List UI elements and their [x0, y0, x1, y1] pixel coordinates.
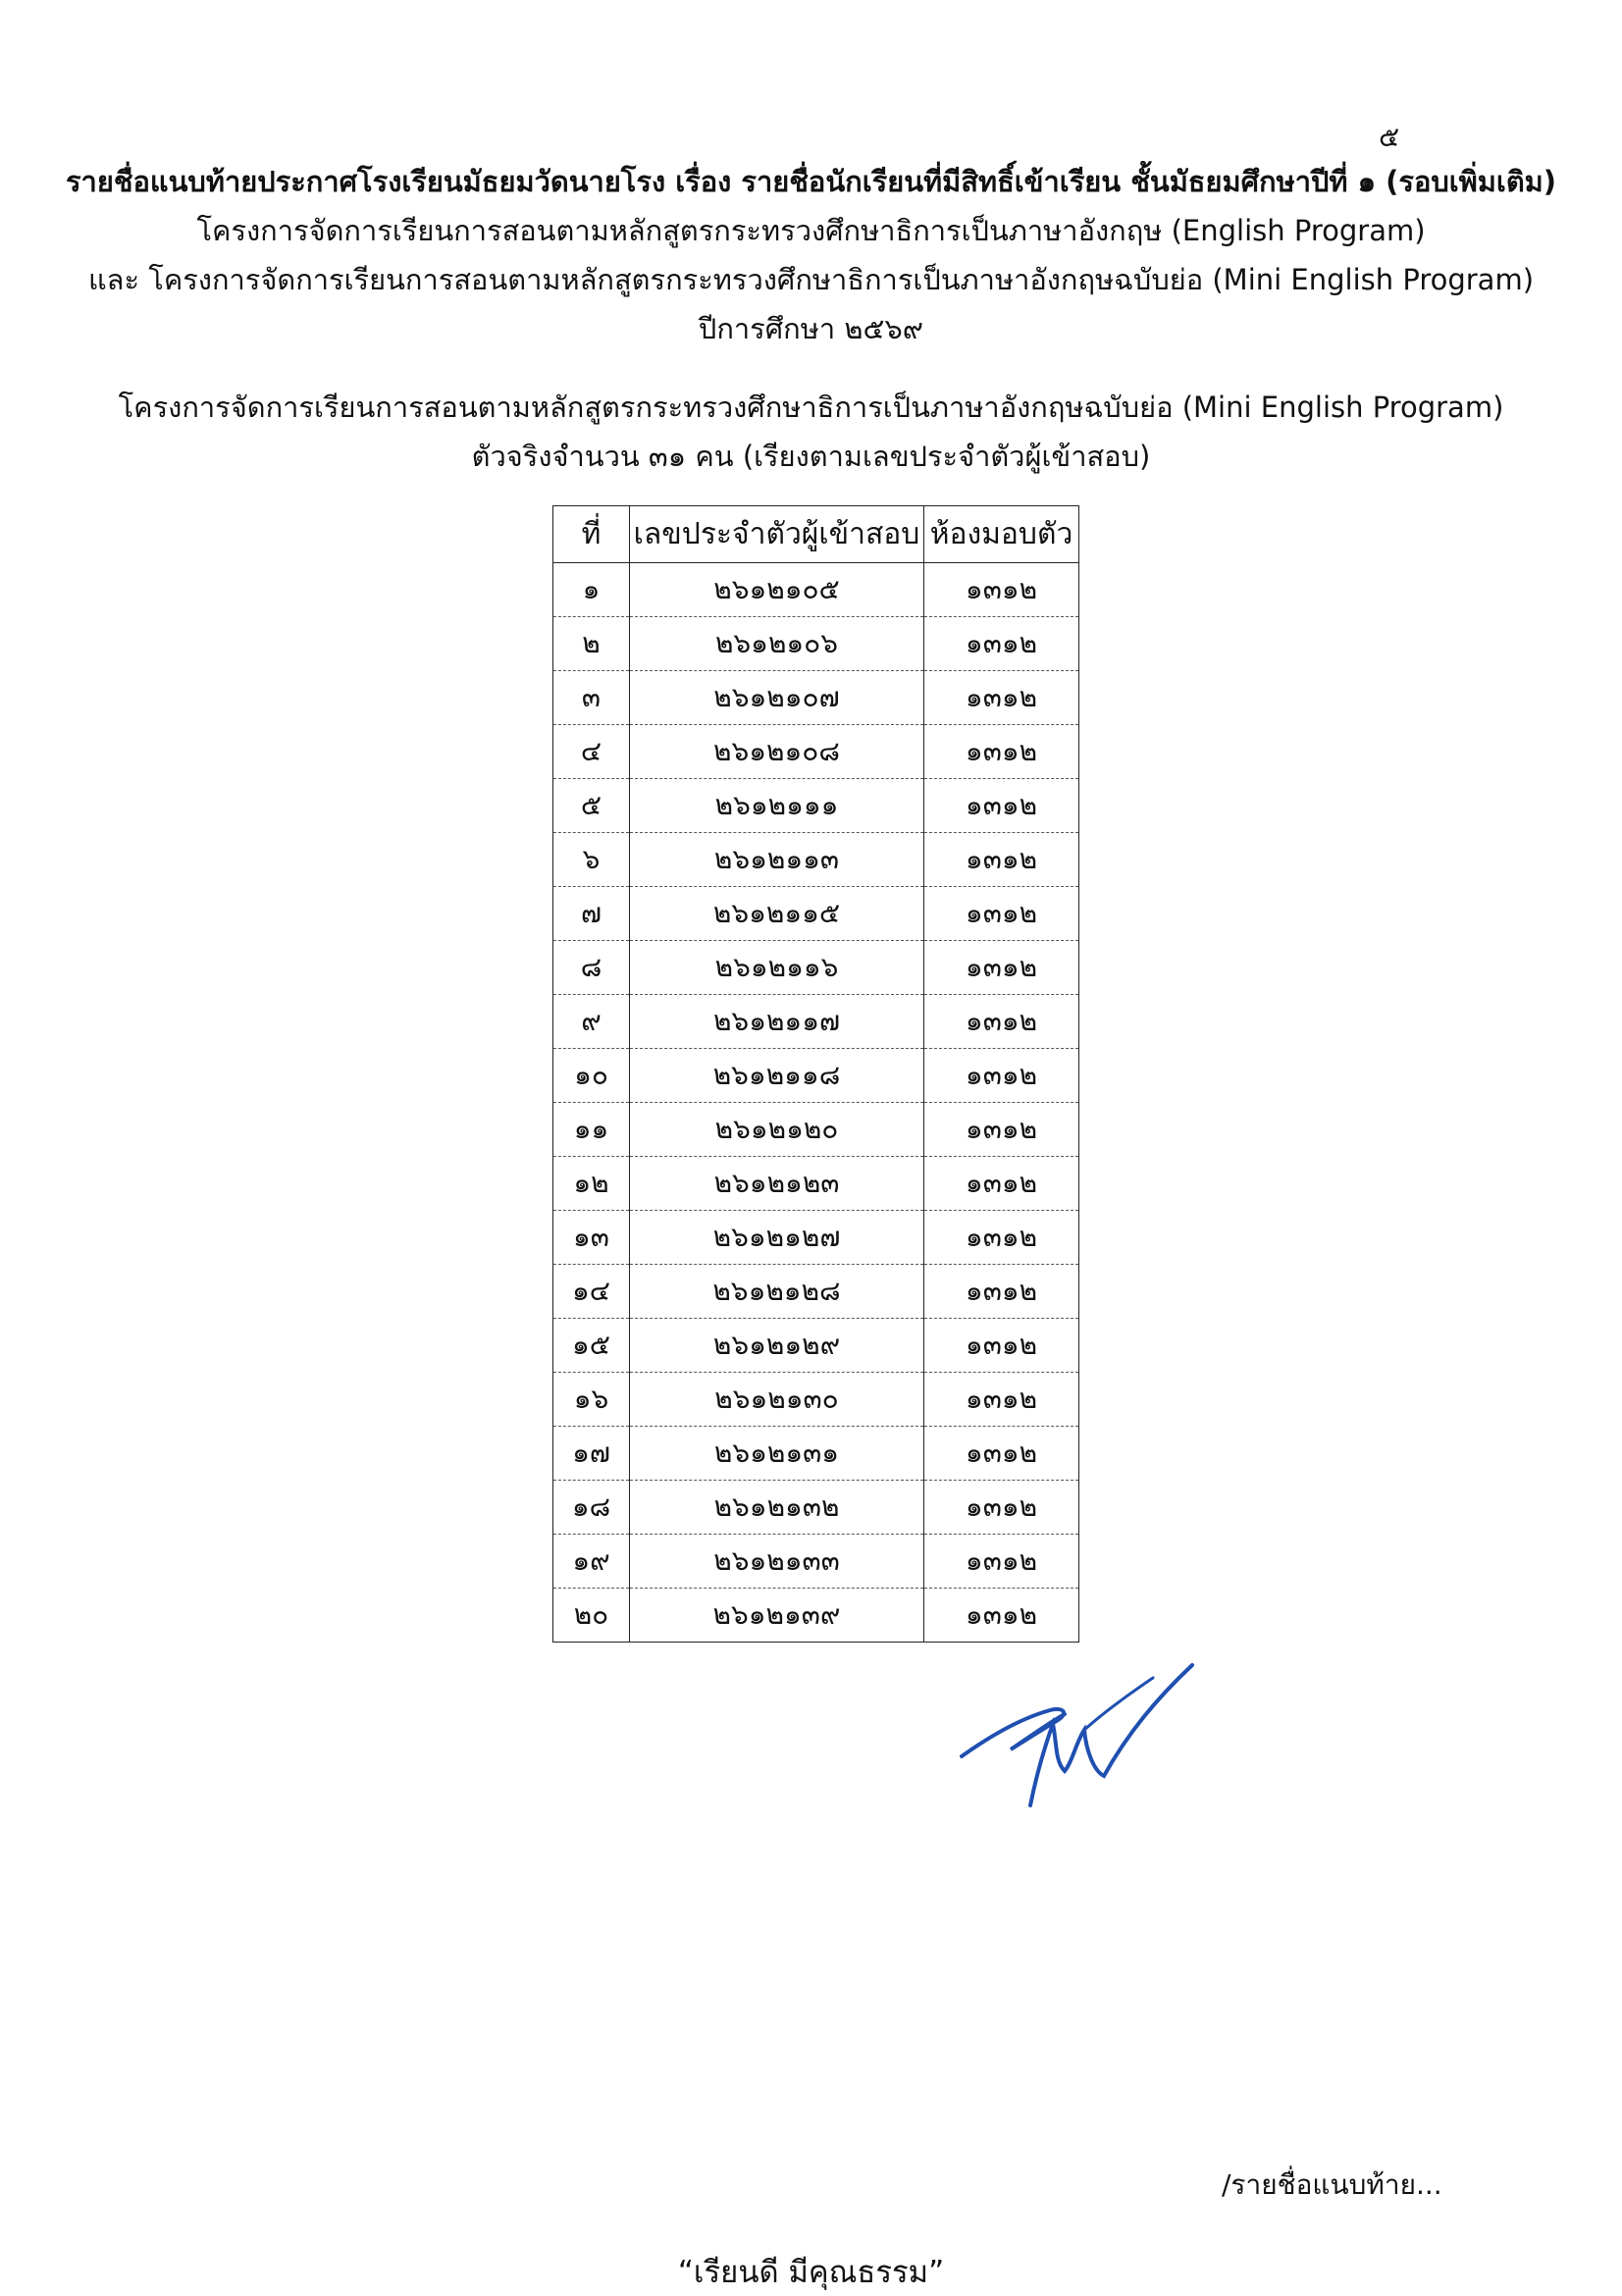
table-row: [553, 779, 1079, 833]
section-header: [0, 383, 1622, 481]
table-row: [553, 887, 1079, 941]
cell-exam-id: ๒๖๑๒๑๑๑: [630, 779, 924, 833]
cell-row-number: ๑๔: [553, 1265, 630, 1319]
table-row: [553, 1481, 1079, 1535]
cell-room: ๑๓๑๒: [924, 1157, 1079, 1211]
page-number: ๕: [1379, 121, 1400, 153]
cell-room: ๑๓๑๒: [924, 887, 1079, 941]
table-row: [553, 1211, 1079, 1265]
table-row: [553, 941, 1079, 995]
continuation-note: /รายชื่อแนบท้าย...: [1222, 2168, 1442, 2201]
cell-row-number: ๙: [553, 995, 630, 1049]
table-row: [553, 671, 1079, 725]
cell-room: ๑๓๑๒: [924, 833, 1079, 887]
table-row: [553, 1157, 1079, 1211]
cell-row-number: ๑๑: [553, 1103, 630, 1157]
cell-room: ๑๓๑๒: [924, 995, 1079, 1049]
academic-year: ปีการศึกษา ๒๕๖๙: [698, 312, 924, 345]
cell-exam-id: ๒๖๑๒๑๐๕: [630, 563, 924, 617]
cell-exam-id: ๒๖๑๒๑๓๓: [630, 1535, 924, 1589]
cell-row-number: ๑๕: [553, 1319, 630, 1373]
program-line-english: โครงการจัดการเรียนการสอนตามหลักสูตรกระทรวงศึกษาธิการเป็นภาษาอังกฤษ (English Program): [196, 214, 1426, 247]
column-header-room: ห้องมอบตัว: [924, 506, 1079, 563]
cell-exam-id: ๒๖๑๒๑๓๑: [630, 1427, 924, 1481]
table-row: [553, 1535, 1079, 1589]
table-row: [553, 1103, 1079, 1157]
cell-room: ๑๓๑๒: [924, 941, 1079, 995]
cell-row-number: ๘: [553, 941, 630, 995]
cell-exam-id: ๒๖๑๒๑๒๗: [630, 1211, 924, 1265]
cell-exam-id: ๒๖๑๒๑๒๐: [630, 1103, 924, 1157]
table-row: [553, 1049, 1079, 1103]
cell-row-number: ๒: [553, 617, 630, 671]
signature-image: [957, 1624, 1202, 1820]
student-roster-table: [552, 505, 1079, 1643]
cell-exam-id: ๒๖๑๒๑๐๗: [630, 671, 924, 725]
cell-room: ๑๓๑๒: [924, 1481, 1079, 1535]
table-row: [553, 617, 1079, 671]
cell-row-number: ๕: [553, 779, 630, 833]
table-row: [553, 1373, 1079, 1427]
table-row: [553, 1427, 1079, 1481]
cell-row-number: ๑๖: [553, 1373, 630, 1427]
cell-exam-id: ๒๖๑๒๑๒๓: [630, 1157, 924, 1211]
cell-room: ๑๓๑๒: [924, 617, 1079, 671]
cell-room: ๑๓๑๒: [924, 725, 1079, 779]
cell-room: ๑๓๑๒: [924, 779, 1079, 833]
cell-row-number: ๑: [553, 563, 630, 617]
cell-row-number: ๓: [553, 671, 630, 725]
cell-row-number: ๑๐: [553, 1049, 630, 1103]
cell-row-number: ๗: [553, 887, 630, 941]
cell-room: ๑๓๑๒: [924, 1319, 1079, 1373]
cell-row-number: ๖: [553, 833, 630, 887]
cell-room: ๑๓๑๒: [924, 563, 1079, 617]
table-row: [553, 725, 1079, 779]
cell-row-number: ๑๓: [553, 1211, 630, 1265]
table-row: [553, 1265, 1079, 1319]
cell-exam-id: ๒๖๑๒๑๒๘: [630, 1265, 924, 1319]
cell-exam-id: ๒๖๑๒๑๑๕: [630, 887, 924, 941]
cell-room: ๑๓๑๒: [924, 1427, 1079, 1481]
announcement-title: รายชื่อแนบท้ายประกาศโรงเรียนมัธยมวัดนายโรง เรื่อง รายชื่อนักเรียนที่มีสิทธิ์เข้าเรียน ชั้นมัธยมศึกษาปีที่ ๑ (รอบเพิ่มเติม): [65, 165, 1557, 198]
cell-room: ๑๓๑๒: [924, 1589, 1079, 1643]
cell-room: ๑๓๑๒: [924, 1373, 1079, 1427]
cell-room: ๑๓๑๒: [924, 1535, 1079, 1589]
table-row: [553, 833, 1079, 887]
cell-exam-id: ๒๖๑๒๑๓๙: [630, 1589, 924, 1643]
cell-exam-id: ๒๖๑๒๑๑๓: [630, 833, 924, 887]
cell-room: ๑๓๑๒: [924, 1049, 1079, 1103]
cell-exam-id: ๒๖๑๒๑๐๘: [630, 725, 924, 779]
cell-room: ๑๓๑๒: [924, 1103, 1079, 1157]
table-row: [553, 563, 1079, 617]
cell-exam-id: ๒๖๑๒๑๑๗: [630, 995, 924, 1049]
column-header-no: ที่: [553, 506, 630, 563]
table-row: [553, 995, 1079, 1049]
cell-row-number: ๑๗: [553, 1427, 630, 1481]
table-row: [553, 1319, 1079, 1373]
cell-room: ๑๓๑๒: [924, 1211, 1079, 1265]
document-header: [0, 157, 1622, 353]
cell-row-number: ๑๙: [553, 1535, 630, 1589]
section-program-title: โครงการจัดการเรียนการสอนตามหลักสูตรกระทรวงศึกษาธิการเป็นภาษาอังกฤษฉบับย่อ (Mini English Program): [118, 391, 1504, 424]
cell-row-number: ๑๘: [553, 1481, 630, 1535]
table-body: [553, 563, 1079, 1643]
cell-row-number: ๒๐: [553, 1589, 630, 1643]
school-motto: “เรียนดี มีคุณธรรม”: [677, 2255, 945, 2290]
cell-exam-id: ๒๖๑๒๑๑๘: [630, 1049, 924, 1103]
table-header-row: [553, 506, 1079, 563]
cell-room: ๑๓๑๒: [924, 1265, 1079, 1319]
cell-row-number: ๑๒: [553, 1157, 630, 1211]
cell-exam-id: ๒๖๑๒๑๐๖: [630, 617, 924, 671]
cell-exam-id: ๒๖๑๒๑๒๙: [630, 1319, 924, 1373]
cell-exam-id: ๒๖๑๒๑๑๖: [630, 941, 924, 995]
program-line-mini-english: และ โครงการจัดการเรียนการสอนตามหลักสูตรกระทรวงศึกษาธิการเป็นภาษาอังกฤษฉบับย่อ (Mini English Program): [87, 263, 1535, 296]
section-count-note: ตัวจริงจำนวน ๓๑ คน (เรียงตามเลขประจำตัวผู้เข้าสอบ): [471, 440, 1151, 473]
cell-exam-id: ๒๖๑๒๑๓๒: [630, 1481, 924, 1535]
cell-row-number: ๔: [553, 725, 630, 779]
cell-exam-id: ๒๖๑๒๑๓๐: [630, 1373, 924, 1427]
cell-room: ๑๓๑๒: [924, 671, 1079, 725]
column-header-exam-id: เลขประจำตัวผู้เข้าสอบ: [630, 506, 924, 563]
